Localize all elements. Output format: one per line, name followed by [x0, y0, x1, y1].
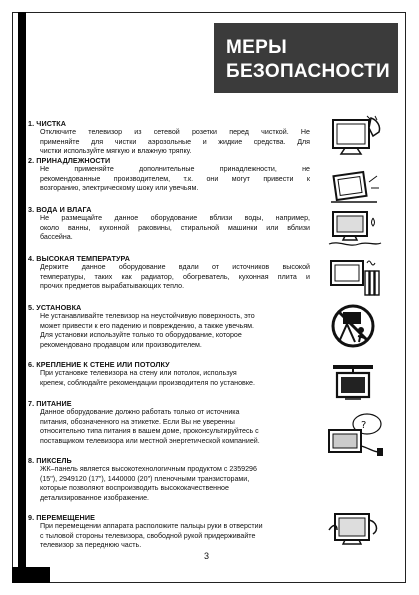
section-installation: [28, 303, 310, 350]
section-power: [28, 399, 310, 446]
section-body: [40, 369, 310, 388]
section-line: поставщиком телевизора или местной энергетической компанией.: [40, 436, 260, 445]
section-line: При установке телевизора на стену или потолок, используя: [40, 369, 237, 377]
section-title: 6. КРЕПЛЕНИЕ К СТЕНЕ ИЛИ ПОТОЛКУ: [28, 360, 170, 369]
section-title: 1. ЧИСТКА: [28, 119, 67, 128]
section-body: [40, 408, 310, 446]
section-line: Отключите телевизор из сетевой розетки перед чисткой. Не: [40, 128, 310, 136]
svg-text:?: ?: [361, 420, 367, 431]
section-line: около ванны, кухонной раковины, стиральной машинки или вблизи: [40, 223, 310, 232]
section-moving: [28, 513, 310, 551]
section-mounting: [28, 360, 310, 388]
tv-power-icon: [325, 412, 387, 458]
section-line: бассейна.: [40, 233, 73, 242]
bottom-corner-block: [12, 567, 50, 583]
section-line: Не применяйте дополнительные принадлежности, не: [40, 165, 310, 173]
section-line: возгоранию, электрическому шоку или увечьям.: [40, 184, 199, 193]
tv-cleaning-icon: [325, 114, 385, 158]
section-title: 3. ВОДА И ВЛАГА: [28, 205, 92, 214]
section-line: детализированное изображение.: [40, 493, 150, 502]
section-pixel: [28, 456, 310, 503]
section-body: [40, 214, 310, 243]
tv-water-icon: [325, 208, 385, 248]
section-title: 4. ВЫСОКАЯ ТЕМПЕРАТУРА: [28, 254, 131, 263]
section-line: применяйте для чистки аэрозольные и жидкие средства. Для: [40, 137, 310, 146]
section-line: рекомендовано продавцом или производителем.: [40, 340, 202, 349]
page-title-line-2: БЕЗОПАСНОСТИ: [226, 61, 390, 82]
section-line: Держите данное оборудование вдали от источников высокой: [40, 263, 310, 271]
page-number: 3: [204, 551, 210, 561]
page-title: [226, 36, 396, 84]
section-body: [40, 312, 310, 350]
section-water: [28, 205, 310, 243]
section-line: которые позволяют воспроизводить высококачественное: [40, 484, 229, 493]
section-line: относительно типа питания в вашем доме, проконсультируйтесь с: [40, 427, 259, 436]
section-line: с тыловой стороны телевизора, свободной рукой придерживайте: [40, 531, 256, 540]
section-line: рекомендованные производителем, т.к. они могут привести к: [40, 174, 310, 183]
section-accessories: [28, 156, 310, 194]
section-line: Не устанавливайте телевизор на неустойчивую поверхность, это: [40, 312, 255, 320]
section-cleaning: [28, 119, 310, 157]
section-line: (15"), 2949120 (17"), 1440000 (20") пленочными транзисторами,: [40, 474, 250, 483]
section-line: крепеж, соблюдайте рекомендации производителя по установке.: [40, 378, 255, 387]
section-title: 7. ПИТАНИЕ: [28, 399, 72, 408]
section-body: [40, 522, 310, 551]
tv-wall-mount-icon: [325, 363, 385, 403]
section-line: телевизор за переднюю часть.: [40, 541, 142, 550]
section-title: 9. ПЕРЕМЕЩЕНИЕ: [28, 513, 95, 522]
no-unstable-stand-icon: [325, 302, 385, 350]
section-body: [40, 465, 310, 503]
section-line: ЖК–панель является высокотехнологичным продуктом с 2359296: [40, 465, 257, 473]
section-heat: [28, 254, 310, 292]
section-line: температуры, таких как радиатор, обогреватель, кухонная плита и: [40, 272, 310, 281]
page-title-line-1: МЕРЫ: [226, 37, 287, 58]
section-body: [40, 263, 310, 292]
section-title: 2. ПРИНАДЛЕЖНОСТИ: [28, 156, 111, 165]
section-line: питания, обозначенного на этикетке. Если Вы не уверенны: [40, 417, 235, 426]
section-title: 5. УСТАНОВКА: [28, 303, 82, 312]
section-line: Данное оборудование должно работать только от источника: [40, 408, 240, 416]
section-line: При перемещении аппарата расположите пальцы руки в отверстии: [40, 522, 263, 530]
left-decorative-bar: [18, 12, 26, 583]
section-body: [40, 165, 310, 194]
tv-heat-icon: [325, 255, 385, 299]
tv-moving-icon: [325, 510, 385, 550]
tv-accessories-icon: [325, 168, 385, 206]
section-title: 8. ПИКСЕЛЬ: [28, 456, 72, 465]
section-body: [40, 128, 310, 157]
section-line: Для установки используйте только то оборудование, которое: [40, 331, 242, 340]
section-line: прочих предметов вырабатывающих тепло.: [40, 282, 185, 291]
section-line: чистки используйте мягкую и влажную тряпку.: [40, 147, 192, 156]
section-line: может привести к его падению и повреждению, а также увечьям.: [40, 321, 255, 330]
section-line: Не размещайте данное оборудование вблизи воды, например,: [40, 214, 310, 222]
